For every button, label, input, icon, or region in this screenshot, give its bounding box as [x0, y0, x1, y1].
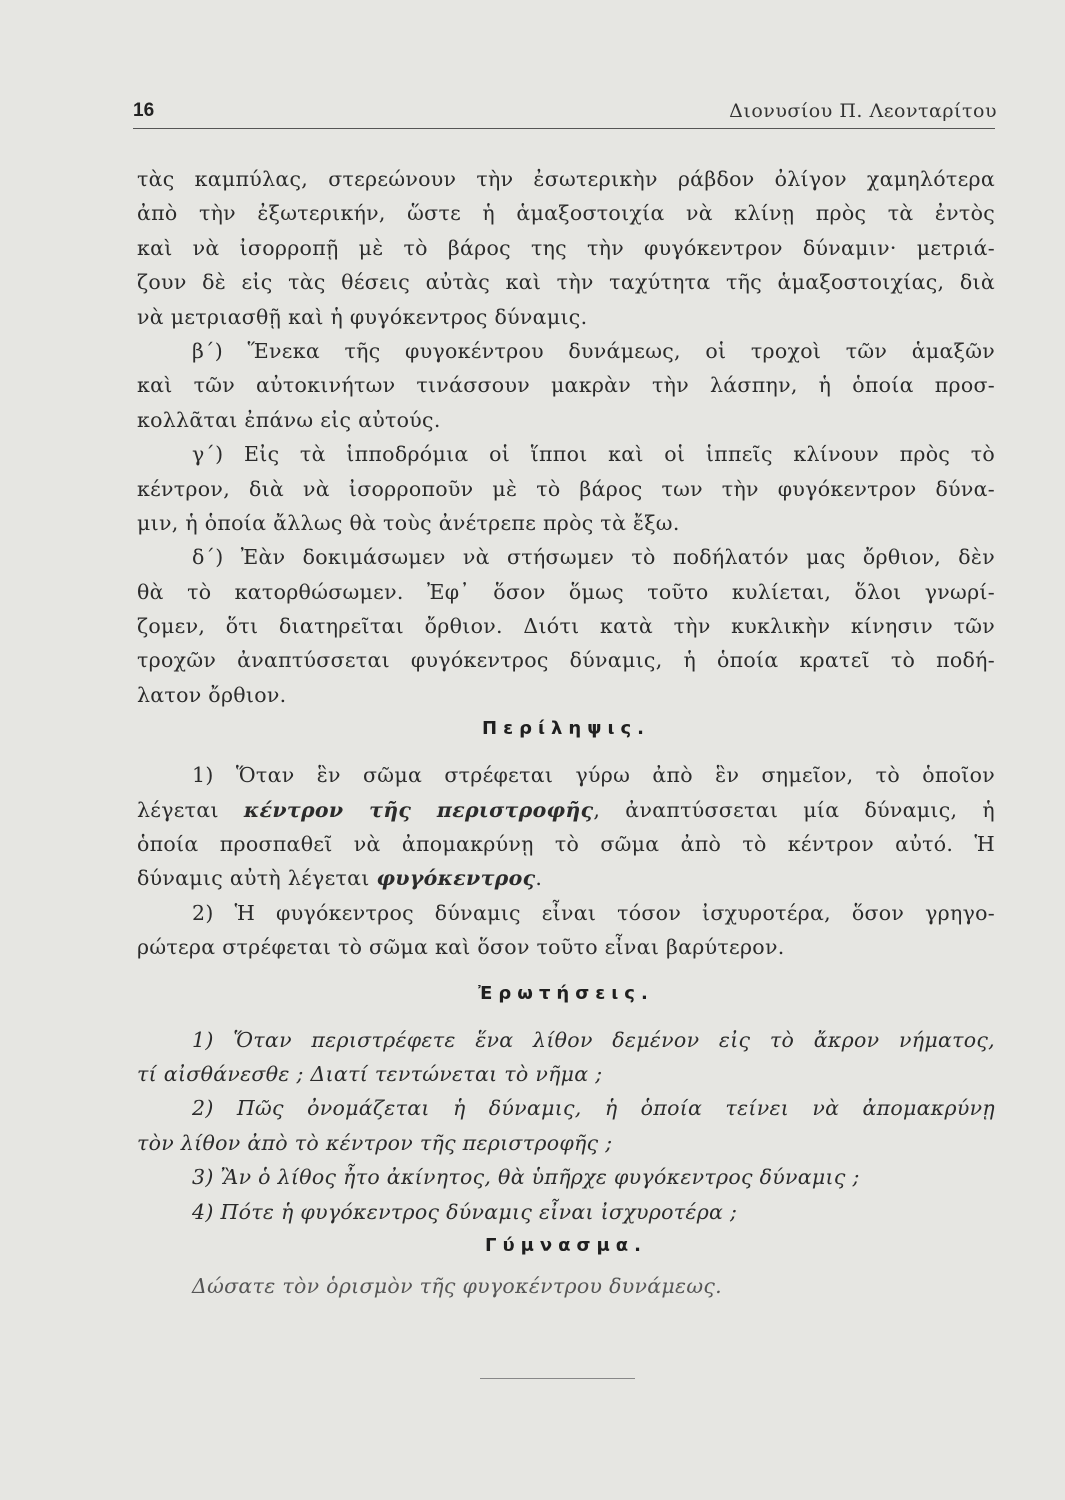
text-line [137, 793, 995, 827]
text-line [137, 861, 995, 895]
summary-item-1 [137, 758, 995, 896]
spacer [137, 965, 995, 977]
term-center-of-rotation: κέντρον τῆς περιστροφῆς [243, 797, 594, 822]
text-segment: δύναμις αὐτὴ λέγεται [137, 866, 370, 891]
text-line: ζουν δὲ εἰς τὰς θέσεις αὐτὰς καὶ τὴν ταχύτητα τῆς ἁμαξοστοιχίας, διὰ [137, 270, 995, 295]
text-line: τὸν λίθον ἀπὸ τὸ κέντρον τῆς περιστροφῆς ; [137, 1130, 613, 1155]
text-line: 2) Ἡ φυγόκεντρος δύναμις εἶναι τόσον ἰσχυροτέρα, ὅσον γρηγο- [192, 900, 995, 925]
text-line: δ΄) Ἐὰν δοκιμάσωμεν νὰ στήσωμεν τὸ ποδήλατόν μας ὄρθιον, δὲν [192, 545, 995, 570]
question-3 [137, 1160, 995, 1194]
paragraph-c [137, 437, 995, 540]
question-2 [137, 1091, 995, 1160]
text-line: 4) Πότε ἡ φυγόκεντρος δύναμις εἶναι ἰσχυροτέρα ; [192, 1199, 738, 1224]
summary-item-2 [137, 896, 995, 965]
paragraph-b [137, 334, 995, 437]
text-line: 1) Ὅταν ἓν σῶμα στρέφεται γύρω ἀπὸ ἓν σημεῖον, τὸ ὁποῖον [192, 763, 995, 788]
paragraph-continuation [137, 162, 995, 334]
header-rule [133, 128, 995, 129]
text-line: τροχῶν ἀναπτύσσεται φυγόκεντρος δύναμις, ἡ ὁποία κρατεῖ τὸ ποδή- [137, 648, 995, 673]
text-line: Δώσατε τὸν ὁρισμὸν τῆς φυγοκέντρου δυνάμεως. [192, 1273, 722, 1298]
page-body [137, 162, 995, 1303]
text-line: τὰς καμπύλας, στερεώνουν τὴν ἐσωτερικὴν ράβδον ὀλίγον χαμηλότερα [137, 167, 995, 191]
text-segment: , ἀναπτύσσεται μία δύναμις, ἡ [593, 797, 995, 822]
page-number: 16 [133, 100, 155, 121]
spacer [137, 746, 995, 758]
question-1 [137, 1023, 995, 1092]
text-line: ἀπὸ τὴν ἐξωτερικήν, ὥστε ἡ ἁμαξοστοιχία νὰ κλίνῃ πρὸς τὰ ἐντὸς [137, 201, 995, 226]
text-segment: . [535, 866, 543, 891]
text-line: ζομεν, ὅτι διατηρεῖται ὄρθιον. Διότι κατὰ τὴν κυκλικὴν κίνησιν τῶν [137, 614, 995, 639]
text-line: μιν, ἡ ὁποία ἄλλως θὰ τοὺς ἀνέτρεπε πρὸς τὰ ἔξω. [137, 510, 680, 535]
exercise-heading: Γύμνασμα. [485, 1234, 647, 1256]
text-line: 2) Πῶς ὀνομάζεται ἡ δύναμις, ἡ ὁποία τείνει νὰ ἀπομακρύνῃ [192, 1096, 995, 1121]
text-line: τί αἰσθάνεσθε ; Διατί τεντώνεται τὸ νῆμα ; [137, 1061, 603, 1086]
questions-heading: Ἐρωτήσεις. [478, 982, 654, 1004]
text-segment: λέγεται [137, 797, 219, 822]
text-line: 1) Ὅταν περιστρέφετε ἕνα λίθον δεμένον εἰς τὸ ἄκρον νήματος, [192, 1027, 995, 1052]
text-line: γ΄) Εἰς τὰ ἱπποδρόμια οἱ ἵπποι καὶ οἱ ἱππεῖς κλίνουν πρὸς τὸ [192, 442, 995, 467]
text-line: ρώτερα στρέφεται τὸ σῶμα καὶ ὅσον τοῦτο εἶναι βαρύτερον. [137, 935, 785, 960]
text-line: 3) Ἂν ὁ λίθος ἦτο ἀκίνητος, θὰ ὑπῆρχε φυγόκεντρος δύναμις ; [192, 1165, 860, 1190]
text-line: νὰ μετριασθῇ καὶ ἡ φυγόκεντρος δύναμις. [137, 304, 588, 329]
summary-heading: Περίληψις. [482, 718, 650, 740]
text-line: καὶ νὰ ἰσορροπῇ μὲ τὸ βάρος της τὴν φυγόκεντρον δύναμιν· μετριά- [137, 235, 995, 260]
question-4 [137, 1195, 995, 1229]
paragraph-d [137, 540, 995, 712]
text-line: β΄) Ἕνεκα τῆς φυγοκέντρου δυνάμεως, οἱ τροχοὶ τῶν ἁμαξῶν [192, 338, 995, 363]
term-centrifugal: φυγόκεντρος [376, 866, 536, 891]
spacer [137, 1011, 995, 1023]
text-line: λατον ὄρθιον. [137, 682, 287, 707]
text-line: κέντρον, διὰ νὰ ἰσορροποῦν μὲ τὸ βάρος των τὴν φυγόκεντρον δύνα- [137, 476, 995, 501]
exercise-item [137, 1269, 995, 1303]
text-line: ὁποία προσπαθεῖ νὰ ἀπομακρύνῃ τὸ σῶμα ἀπὸ τὸ κέντρον αὐτό. Ἡ [137, 832, 995, 857]
running-head: Διονυσίου Π. Λεονταρίτου [729, 100, 997, 122]
page-header [133, 100, 997, 126]
text-line: καὶ τῶν αὐτοκινήτων τινάσσουν μακρὰν τὴν λάσπην, ἡ ὁποία προσ- [137, 373, 995, 398]
bottom-rule [480, 1378, 635, 1379]
text-line: κολλᾶται ἐπάνω εἰς αὐτούς. [137, 407, 441, 432]
text-line: θὰ τὸ κατορθώσωμεν. Ἐφ᾿ ὅσον ὅμως τοῦτο κυλίεται, ὅλοι γνωρί- [137, 579, 995, 604]
